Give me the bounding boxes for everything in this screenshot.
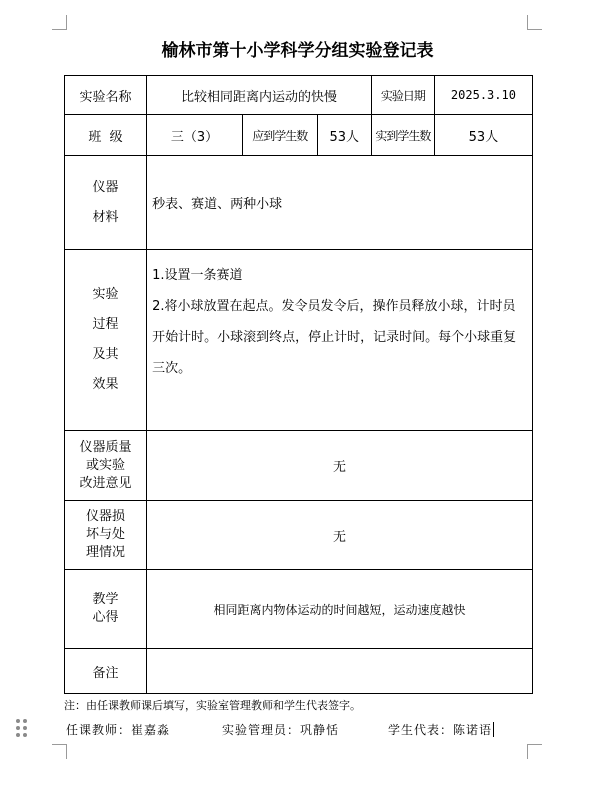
process-step: 2.将小球放置在起点。发令员发令后，操作员释放小球，计时员开始计时。小球滚到终点，停止计时，记录时间。每个小球重复三次。 bbox=[152, 299, 517, 376]
student-rep-text: 学生代表：陈诺语 bbox=[388, 723, 493, 737]
label-materials bbox=[65, 156, 147, 250]
row-materials bbox=[65, 156, 533, 250]
label-line: 教学 bbox=[92, 592, 119, 607]
label-line: 理情况 bbox=[86, 545, 126, 560]
label-process bbox=[65, 250, 147, 431]
row-reflection bbox=[65, 570, 533, 649]
page-corner-mark bbox=[52, 15, 67, 30]
label-line: 及其 bbox=[92, 347, 119, 362]
label-line: 仪器质量 bbox=[79, 439, 132, 455]
class-value[interactable]: 三（3） bbox=[147, 115, 243, 156]
reflection-value[interactable]: 相同距离内物体运动的时间越短，运动速度越快 bbox=[147, 570, 533, 649]
footnote: 注：由任课教师课后填写，实验室管理教师和学生代表签字。 bbox=[64, 699, 361, 712]
page-corner-mark bbox=[527, 744, 542, 759]
label-line: 仪器损 bbox=[86, 509, 126, 524]
teacher-signature: 任课教师：崔嘉淼 bbox=[66, 723, 171, 737]
label-line: 坏与处 bbox=[86, 527, 126, 542]
label-actual-students: 实到学生数 bbox=[371, 115, 434, 156]
label-line: 心得 bbox=[92, 610, 119, 625]
label-line: 或实验 bbox=[86, 457, 126, 473]
experiment-date-value[interactable]: 2025.3.10 bbox=[434, 76, 532, 115]
text-cursor bbox=[493, 722, 494, 737]
row-improvement bbox=[65, 431, 533, 501]
expected-students-value[interactable]: 53人 bbox=[317, 115, 371, 156]
row-remarks bbox=[65, 649, 533, 694]
improvement-value[interactable]: 无 bbox=[147, 431, 533, 501]
label-line: 实验 bbox=[92, 287, 119, 302]
row-process bbox=[65, 250, 533, 431]
row-damage bbox=[65, 501, 533, 570]
remarks-value[interactable] bbox=[147, 649, 533, 694]
row-experiment-name bbox=[65, 76, 533, 115]
experiment-register-table bbox=[64, 75, 533, 694]
label-line: 效果 bbox=[92, 377, 119, 392]
materials-value[interactable]: 秒表、赛道、两种小球 bbox=[147, 156, 533, 250]
label-experiment-name: 实验名称 bbox=[65, 76, 147, 115]
label-expected-students: 应到学生数 bbox=[242, 115, 317, 156]
label-improvement bbox=[65, 431, 147, 501]
label-line: 材料 bbox=[92, 209, 119, 225]
label-remarks: 备注 bbox=[65, 649, 147, 694]
process-step: 1.设置一条赛道 bbox=[152, 268, 243, 283]
label-class: 班 级 bbox=[65, 115, 147, 156]
page-corner-mark bbox=[527, 15, 542, 30]
label-line: 改进意见 bbox=[79, 475, 132, 491]
drag-handle-icon[interactable] bbox=[15, 718, 29, 738]
label-reflection bbox=[65, 570, 147, 649]
document-title: 榆林市第十小学科学分组实验登记表 bbox=[161, 41, 434, 61]
lab-manager-signature: 实验管理员：巩静恬 bbox=[222, 723, 340, 737]
row-class-info bbox=[65, 115, 533, 156]
damage-value[interactable]: 无 bbox=[147, 501, 533, 570]
label-line: 仪器 bbox=[92, 179, 119, 195]
label-experiment-date: 实验日期 bbox=[371, 76, 434, 115]
page-corner-mark bbox=[52, 744, 67, 759]
actual-students-value[interactable]: 53人 bbox=[434, 115, 532, 156]
student-rep-signature[interactable] bbox=[388, 721, 494, 738]
label-damage bbox=[65, 501, 147, 570]
label-line: 过程 bbox=[92, 317, 119, 332]
process-value[interactable] bbox=[147, 250, 533, 431]
experiment-name-value[interactable]: 比较相同距离内运动的快慢 bbox=[147, 76, 372, 115]
